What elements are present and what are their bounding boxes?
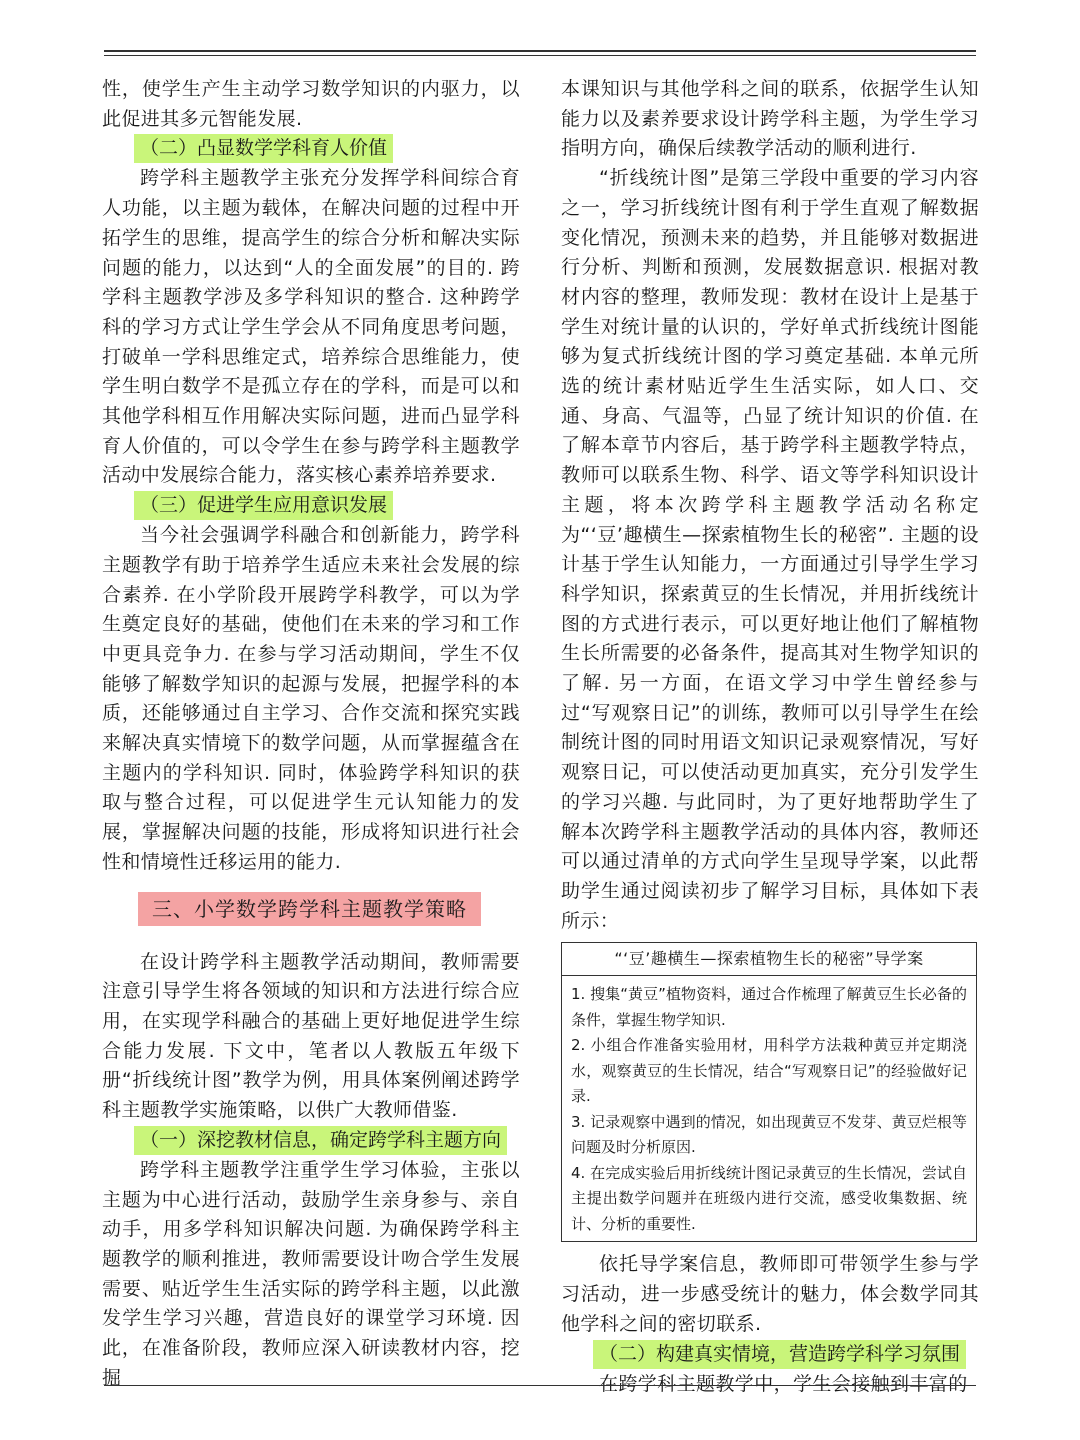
table-body	[562, 976, 976, 1241]
subheading: （二）凸显数学学科育人价值	[102, 134, 520, 164]
bottom-rule	[104, 1385, 976, 1386]
top-rule-thin	[104, 55, 976, 56]
paragraph: 跨学科主题教学主张充分发挥学科间综合育人功能，以主题为载体，在解决问题的过程中开拓学生的思维，提高学生的综合分析和解决实际问题的能力，以达到“人的全面发展”的目的. 跨学科主题教学涉及多学科知识的整合. 这种跨学科的学习方式让学生学会从不同角度思考问题，打破单一学科思维定式，培养综合思维能力，使学生明白数学不是孤立存在的学科，而是可以和其他学科相互作用解决实际问题，进而凸显学科育人价值的，可以令学生在参与跨学科主题教学活动中发展综合能力，落实核心素养培养要求.	[102, 167, 520, 487]
list-item: 3. 记录观察中遇到的情况，如出现黄豆不发芽、黄豆烂根等问题及时分析原因.	[571, 1112, 967, 1157]
left-column	[102, 75, 520, 1393]
paragraph: 本课知识与其他学科之间的联系，依据学生认知能力以及素养要求设计跨学科主题，为学生学习指明方向，确保后续教学活动的顺利进行.	[561, 78, 979, 160]
paragraph: 性，使学生产生主动学习数学知识的内驱力，以此促进其多元智能发展.	[102, 78, 520, 130]
list-item: 1. 搜集“黄豆”植物资料，通过合作梳理了解黄豆生长必备的条件，掌握生物学知识.	[571, 985, 967, 1029]
paragraph: 在设计跨学科主题教学活动期间，教师需要注意引导学生将各领域的知识和方法进行综合应用，在实现学科融合的基础上更好地促进学生综合能力发展. 下文中，笔者以人教版五年级下册“折线统计图”教学为例，用具体案例阐述跨学科主题教学实施策略，以供广大教师借鉴.	[102, 950, 520, 1122]
paragraph: 在跨学科主题教学中，学生会接触到丰富的	[599, 1372, 968, 1395]
right-column	[561, 75, 979, 1399]
paragraph: 跨学科主题教学注重学生学习体验，主张以主题为中心进行活动，鼓励学生亲身参与、亲自动手，用多学科知识解决问题. 为确保跨学科主题教学的顺利推进，教师需要设计吻合学生发展需要、贴近学生生活实际的跨学科主题，以此激发学生学习兴趣，营造良好的课堂学习环境. 因此，在准备阶段，教师应深入研读教材内容，挖掘	[102, 1158, 520, 1389]
table-title: “‘豆’趣横生—探索植物生长的秘密”导学案	[562, 943, 976, 976]
top-rule	[104, 50, 976, 52]
list-item: 2. 小组合作准备实验用材，用科学方法栽种黄豆并定期浇水，观察黄豆的生长情况，结合“写观察日记”的经验做好记录.	[571, 1036, 967, 1106]
paragraph: 依托导学案信息，教师即可带领学生参与学习活动，进一步感受统计的魅力，体会数学同其他学科之间的密切联系.	[561, 1253, 979, 1335]
section-heading: 三、小学数学跨学科主题教学策略	[102, 892, 520, 926]
subheading: （二）构建真实情境，营造跨学科学习氛围	[561, 1340, 979, 1370]
list-item: 4. 在完成实验后用折线统计图记录黄豆的生长情况，尝试自主提出数学问题并在班级内进行交流，感受收集数据、统计、分析的重要性.	[571, 1163, 967, 1233]
paragraph: 当今社会强调学科融合和创新能力，跨学科主题教学有助于培养学生适应未来社会发展的综合素养. 在小学阶段开展跨学科教学，可以为学生奠定良好的基础，使他们在未来的学习和工作中更具竞争力. 在参与学习活动期间，学生不仅能够了解数学知识的起源与发展，把握学科的本质，还能够通过自主学习、合作交流和探究实践来解决真实情境下的数学问题，从而掌握蕴含在主题内的学科知识. 同时，体验跨学科知识的获取与整合过程，可以促进学生元认知能力的发展，掌握解决问题的技能，形成将知识进行社会性和情境性迁移运用的能力.	[102, 524, 520, 873]
subheading: （一）深挖教材信息，确定跨学科主题方向	[102, 1126, 520, 1156]
study-guide-table	[561, 942, 977, 1242]
subheading: （三）促进学生应用意识发展	[102, 491, 520, 521]
paragraph: “折线统计图”是第三学段中重要的学习内容之一，学习折线统计图有利于学生直观了解数据变化情况，预测未来的趋势，并且能够对数据进行分析、判断和预测，发展数据意识. 根据对教材内容的整理，教师发现：教材在设计上是基于学生对统计量的认识的，学好单式折线统计图能够为复式折线统计图的学习奠定基础. 本单元所选的统计素材贴近学生生活实际，如人口、交通、身高、气温等，凸显了统计知识的价值. 在了解本章节内容后，基于跨学科主题教学特点，教师可以联系生物、科学、语文等学科知识设计主题，将本次跨学科主题教学活动名称定为“‘豆’趣横生—探索植物生长的秘密”. 主题的设计基于学生认知能力，一方面通过引导学生学习科学知识，探索黄豆的生长情况，并用折线统计图的方式进行表示，可以更好地让他们了解植物生长所需要的必备条件，提高其对生物学知识的了解. 另一方面，在语文学习中学生曾经参与过“写观察日记”的训练，教师可以引导学生在绘制统计图的同时用语文知识记录观察情况，写好观察日记，可以使活动更加真实，充分引发学生的学习兴趣. 与此同时，为了更好地帮助学生了解本次跨学科主题教学活动的具体内容，教师还可以通过清单的方式向学生呈现导学案，以此帮助学生通过阅读初步了解学习目标，具体如下表所示：	[561, 167, 979, 932]
